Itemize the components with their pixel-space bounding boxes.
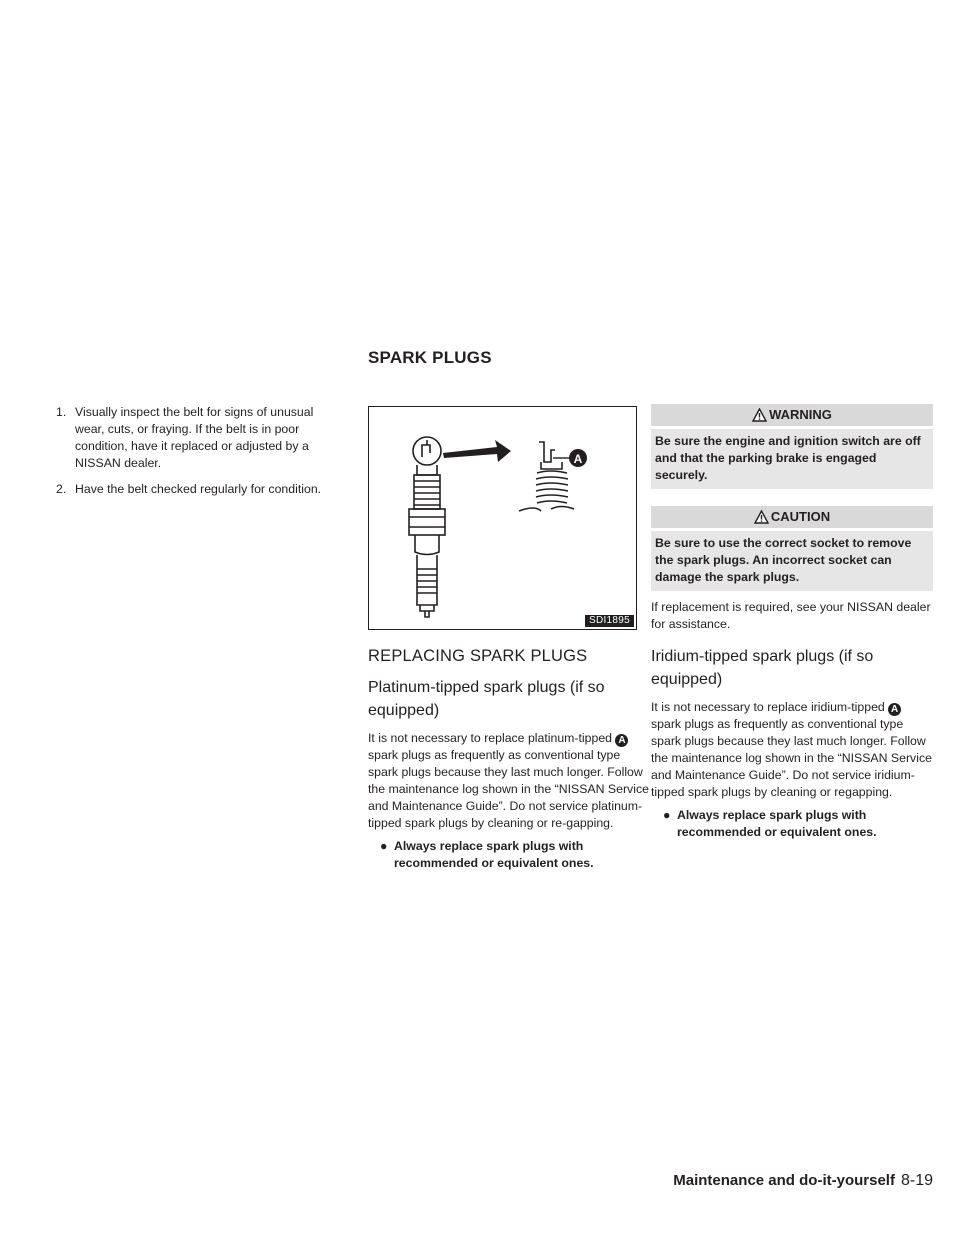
spark-plug-illustration [369,407,636,629]
caution-box [651,506,933,591]
warning-header [651,404,933,426]
caution-title: CAUTION [770,509,831,524]
safety-column [651,404,933,841]
iridium-paragraph [651,699,933,801]
page-number: 8-19 [900,1172,933,1189]
iridium-bullet [651,807,933,841]
platinum-bullet-text: Always replace spark plugs with recommended or equivalent ones. [394,839,594,870]
bullet-icon: ● [380,839,388,853]
iridium-text-after: spark plugs as frequently as conventional type spark plugs because they last much longer. Follow the maintenance log shown in the “NISSAN Service and Maintenance Guide”. Do not service iridium-tipped spark plugs by cleaning or regapping. [651,717,932,799]
warning-icon [752,408,767,422]
warning-box [651,404,933,489]
platinum-bullet [368,838,652,872]
figure-code: SDI1895 [585,615,634,627]
replacing-heading: REPLACING SPARK PLUGS [368,647,588,665]
platinum-heading: Platinum-tipped spark plugs (if so equipped) [368,679,605,719]
chapter-title: Maintenance and do-it-yourself [673,1172,895,1189]
iridium-heading: Iridium-tipped spark plugs (if so equipped) [651,648,874,688]
caution-header [651,506,933,528]
step-text: Visually inspect the belt for signs of unusual wear, cuts, or fraying. If the belt is in poor condition, have it replaced or adjusted by a NISSAN dealer. [75,405,314,470]
platinum-text-before: It is not necessary to replace platinum-tipped [368,731,613,745]
callout-a-icon: A [615,734,628,747]
belt-step-1 [56,404,340,472]
caution-icon [754,510,769,524]
page-footer [653,1172,933,1190]
iridium-text-before: It is not necessary to replace iridium-tipped [651,700,885,714]
spark-plug-figure [368,406,637,630]
step-number: 2. [56,482,67,496]
belt-step-2 [56,481,340,498]
warning-title: WARNING [769,407,832,422]
replacement-note: If replacement is required, see your NISSAN dealer for assistance. [651,600,931,631]
warning-text: Be sure the engine and ignition switch are off and that the parking brake is engaged securely. [651,429,933,489]
section-title: SPARK PLUGS [368,348,492,367]
spark-plug-column [368,404,652,872]
bullet-icon: ● [663,808,671,822]
step-number: 1. [56,405,67,419]
platinum-paragraph [368,730,652,832]
caution-text: Be sure to use the correct socket to remove the spark plugs. An incorrect socket can damage the spark plugs. [651,531,933,591]
belt-steps-column [56,404,340,507]
step-text: Have the belt checked regularly for condition. [75,482,322,496]
figure-callout-a: A [573,452,583,466]
callout-a-icon: A [888,703,901,716]
platinum-text-after: spark plugs as frequently as conventional type spark plugs because they last much longer. Follow the maintenance log shown in the “NISSAN Service and Maintenance Guide”. Do not service platinum-tipped spark plugs by cleaning or re-gapping. [368,748,649,830]
iridium-bullet-text: Always replace spark plugs with recommended or equivalent ones. [677,808,877,839]
